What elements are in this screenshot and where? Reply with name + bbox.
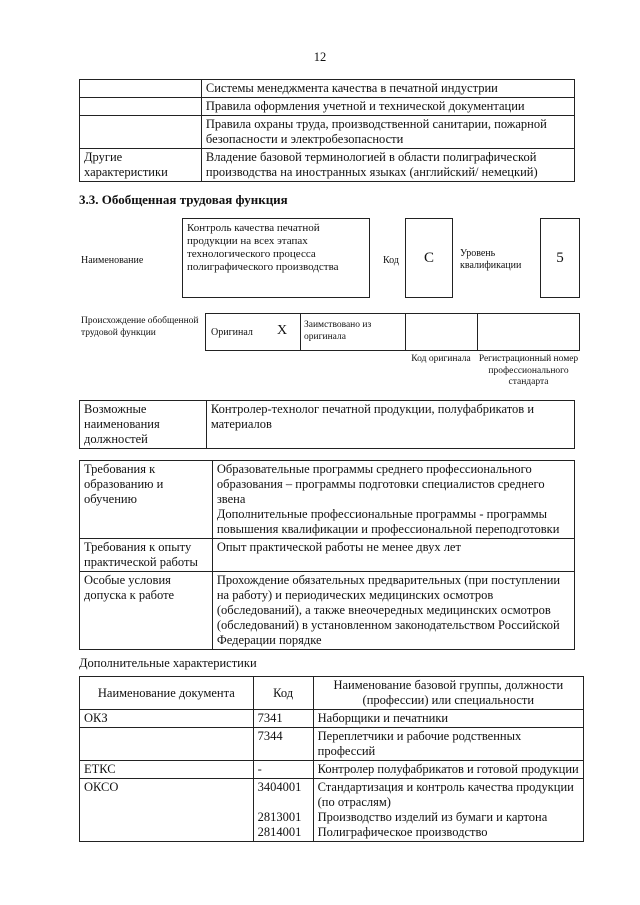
code-caption: Код оригинала [411,354,471,364]
name-cell: Переплетчики и рабочие родственных профессий [313,728,583,761]
name-line: Стандартизация и контроль качества продукции (по отраслям) [317,780,574,809]
top-characteristics-table [79,79,575,182]
code-line: 3404001 [257,780,302,794]
name-line: Полиграфическое производство [317,825,488,839]
table-row [80,761,584,779]
row-value: Владение базовой терминологией в области полиграфической производства на иностранных языках (английский/ немецкий) [201,149,574,182]
origin-divider-1 [300,313,301,351]
code-cell [253,779,313,842]
name-line: Производство изделий из бумаги и картона [317,810,548,824]
code-line: 2813001 [257,810,302,824]
code-cell: - [253,761,313,779]
header-doc: Наименование документа [80,677,254,710]
table-row [80,539,575,572]
header-code: Код [253,677,313,710]
requirement-line: Образовательные программы среднего профессионального образования – программы подготовки специалистов среднего звена [216,462,545,506]
table-row [80,779,584,842]
name-cell: Наборщики и печатники [313,710,583,728]
function-name-box [182,218,370,298]
doc-cell: ОКЗ [80,710,254,728]
table-row [80,401,575,449]
name-label: Наименование [81,255,144,266]
requirement-value: Опыт практической работы не менее двух лет [212,539,574,572]
requirement-line: Дополнительные профессиональные программы - программы повышения квалификации и профессиональной переподготовки [216,507,560,536]
table-row [80,710,584,728]
section-heading: 3.3. Обобщенная трудовая функция [79,192,288,207]
positions-label: Возможные наименования должностей [80,401,207,449]
row-label [80,116,202,149]
function-name-value: Контроль качества печатной продукции на всех этапах технологического процесса полиграфического производства [187,222,339,273]
original-mark: X [277,323,288,338]
requirement-label: Особые условия допуска к работе [80,572,213,650]
code-line: 2814001 [257,825,302,839]
row-value: Правила охраны труда, производственной санитарии, пожарной безопасности и электробезопасности [201,116,574,149]
table-row [80,98,575,116]
table-row [80,149,575,182]
doc-cell: ОКСО [80,779,254,842]
row-label [80,98,202,116]
requirement-label: Требования к опыту практической работы [80,539,213,572]
positions-value: Контролер-технолог печатной продукции, полуфабрикатов и материалов [206,401,574,449]
table-header-row [80,677,584,710]
code-value: С [423,250,434,266]
code-line-spacer [258,795,309,810]
additional-title: Дополнительные характеристики [79,656,257,670]
page-number: 12 [313,50,327,64]
origin-divider-3 [477,313,478,351]
level-label: Уровень квалификации [460,248,522,271]
code-cell: 7344 [253,728,313,761]
row-value: Системы менеджмента качества в печатной индустрии [201,80,574,98]
requirement-value: Прохождение обязательных предварительных (при поступлении на работу) и периодических медицинских осмотров (обследований), а также внеочередных медицинских осмотров (обследований) в установленном законодательством Российской Федерации порядке [212,572,574,650]
requirements-table [79,460,575,650]
header-name: Наименование базовой группы, должности (профессии) или специальности [313,677,583,710]
doc-cell: ЕТКС [80,761,254,779]
reg-caption: Регистрационный номер профессионального стандарта [478,354,579,387]
requirement-label: Требования к образованию и обучению [80,461,213,539]
borrowed-label: Заимствовано из оригинала [304,320,372,342]
table-row [80,461,575,539]
table-row [80,116,575,149]
table-row [80,572,575,650]
original-label: Оригинал [211,327,253,338]
row-label: Другие характеристики [80,149,202,182]
table-row [80,728,584,761]
table-row [80,80,575,98]
doc-cell [80,728,254,761]
name-cell: Контролер полуфабрикатов и готовой продукции [313,761,583,779]
additional-table [79,676,584,842]
row-value: Правила оформления учетной и технической документации [201,98,574,116]
code-cell: 7341 [253,710,313,728]
name-cell [313,779,583,842]
origin-label: Происхождение обобщенной трудовой функции [81,316,199,338]
level-value: 5 [556,250,564,266]
row-label [80,80,202,98]
origin-divider-2 [405,313,406,351]
positions-table [79,400,575,449]
code-label: Код [383,255,399,266]
requirement-value [212,461,574,539]
